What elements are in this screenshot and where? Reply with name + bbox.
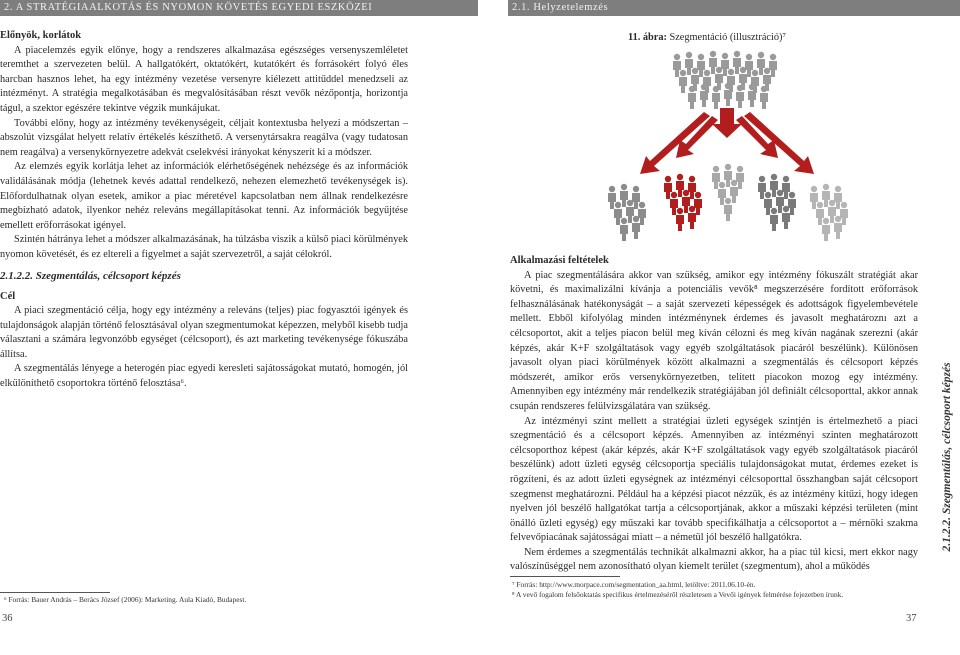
crowd-gray [673,51,777,109]
segment-group-3 [712,164,744,221]
figure-label: 11. ábra: [628,32,667,43]
subheading-application-conditions: Alkalmazási feltételek [510,255,609,266]
paragraph: Nem érdemes a szegmentálás technikát alkalmazni akkor, ha a piac túl kicsi, mert ekkor nagy valószínűséggel nem azonosítható olyan kiemelt terület (szegmentum), ahol a működés [510,546,918,573]
segment-group-4 [758,174,796,231]
paragraph: Az intézményi szint mellett a stratégiai üzleti egységek szintjén is értelmezhető a piaci szegmentáció és a célcsoport képzés. Amennyiben az intézményi szinten meghatározott célcsoporthoz képest (akár képzés, akár K+F szolgáltatások vagy egyéb szolgáltatások piacáról beszélünk) adott üzleti egység célcsoportja speciális tulajdonságokat mutat, érdemes ezeket is rögzíteni, és az adott üzleti egységnek az intézményi célcsoporttal összhangban saját célcsoport szegmenst meghatározni. Például ha a képzési piacot nézzük, és az intézmény kitűzi, hogy idegen nyelven jól beszélő hallgatókat tartja a célcsoportjának, akkor a műszaki képzési területen (mint önálló üzleti egység) egy műszaki kar tovább specifikálhatja a célcsoportot a – mérnöki szakma felvevőpiacának sajátosságai miatt – a németül jól beszélő hallgatókra. [510,415,918,544]
paragraph: További előny, hogy az intézmény tevékenységeit, céljait kontextusba helyezi a módszertan – abszolút vizsgálat helyett relatív értékelés készíthető. A versenytársakra reagálva (vagy tudatosan nem reagálva) a versenykörnyezetre adekvát cselekvési irányokat kényszerít ki a módszer. [0,117,408,158]
subheading-goal: Cél [0,290,16,302]
figure-caption-text: Szegmentáció (illusztráció)⁷ [669,32,787,43]
segment-group-1 [608,184,646,241]
right-page-body [510,254,918,575]
page-number-left: 36 [2,613,13,624]
paragraph: A piaci szegmentáció célja, hogy egy intézmény a releváns (teljes) piac fogyasztói igények és tulajdonságok alapján történő felosztásával olyan szegmentumokat képezzen, melyből kisebb tudja választani a számára legvonzóbb egységet (célcsoport), és azt marketing tevékenysége fókuszába állítsa. [0,305,408,360]
footnote-rule-left [0,592,110,593]
section-heading-advantages: Előnyök, korlátok [0,30,82,41]
footnote-left: ⁶ Forrás: Bauer András – Berács József (2006): Marketing. Aula Kiadó, Budapest. [4,595,247,604]
paragraph: Az elemzés egyik korlátja lehet az információk elérhetőségének nehézsége és az információk validálásának módja (lehetnek kevés adattal rendelkező, nehezen elemezhető tevékenységek is). Előfordulhatnak olyan esetek, amikor a piac méretével kapcsolatban nem állnak rendelkezésre megbízható adatok, ilyenkor nehéz releváns megállapításokat tenni. Az információk begyűjtése emellett erőforrásokat igényel. [0,161,408,231]
running-header-right: 2.1. Helyzetelemzés [508,0,960,16]
footnote-rule-right [510,576,620,577]
segment-group-5 [810,184,848,241]
vertical-section-label: 2.1.2.2. Szegmentálás, célcsoport képzés [941,362,953,552]
section-title: 2.1.2.2. Szegmentálás, célcsoport képzés [0,269,181,282]
segment-group-target [664,174,702,231]
page-number-right: 37 [906,613,917,624]
running-header-left: 2. A STRATÉGIAALKOTÁS ÉS NYOMON KÖVETÉS EGYEDI ESZKÖZEI [0,0,478,16]
footnote-7: ⁷ Forrás: http://www.morpace.com/segmentation_aa.html, letöltve: 2011.06.10-én. [512,580,756,589]
paragraph: A piacelemzés egyik előnye, hogy a rendszeres alkalmazása egészséges versenyszemléletet teremthet a szervezeten belül. A hallgatókért, oktatókért, kutatókért és forrásokért folyó éles harcban hasznos lehet, ha egy intézmény vezetése versenyre kiélezett attitűddel menedzseli az intézményt. A stratégia megalkotásában és megvalósításában részt vevők nézőpontja, horizontja tágul, a szektor egészére tekintve végzik munkájukat. [0,44,408,114]
paragraph: Szintén hátránya lehet a módszer alkalmazásának, ha túlzásba viszik a külső piaci körülmények nyomon követését, és ez eltereli a figyelmet a saját szervezetről, a saját célokról. [0,234,408,260]
left-page-body [0,29,408,392]
figure-caption [628,32,786,43]
footnote-8: ⁸ A vevő fogalom felsőoktatás specifikus értelmezéséről részletesen a Vevői igények felmérése fejezetben írunk. [512,590,844,599]
segmentation-illustration [592,46,862,246]
vertical-section-tab [933,312,960,602]
paragraph: A szegmentálás lényege a heterogén piac egyedi keresleti sajátosságokat mutató, homogén, jól elkülöníthető csoportokra történő felosztása⁶. [0,363,408,390]
paragraph: A piac szegmentálására akkor van szükség, amikor egy intézmény fókuszált stratégiát akar követni, és maximalizálni kívánja a potenciális vevők⁸ megszerzésére fordított erőforrások felhasználásának hatékonyságát – a saját szervezeti képességek és adottságok figyelembevétele mellett. Ebből kifolyólag minden intézménynek érdemes és javasolt meghatároznı azt a célcsoportot, akit a teljes piacon belül meg kíván célozni és meg kíván nagának szerezni (akár képzés, akár K+F szolgáltatások vagy egyéb szolgáltatások piacáról beszélünk). Különösen javasolt olyan piaci körülmények között alkalmazni a szegmentálás és célcsoport képzés módszerét, amikor erős versenykörnyezetben, telített piacokon mozog egy intézmény. Amennyiben egy intézmény már rendelkezik stratégiájában jól definiált célcsoporttal, akkor annak csupán rendszeres felülvizsgálatára van szükség. [510,269,918,412]
